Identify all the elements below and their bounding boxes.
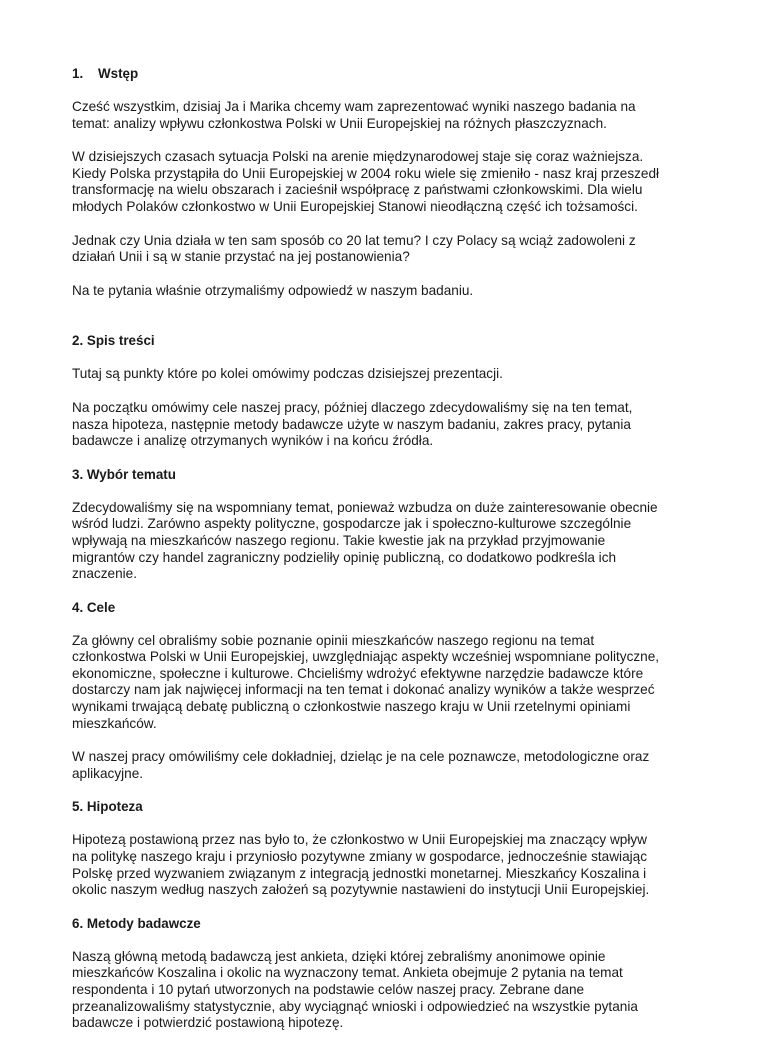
text-line: W dzisiejszych czasach sytuacja Polski na arenie międzynarodowej staje się coraz ważniejsza.: [72, 149, 644, 165]
text-line: ekonomiczne, społeczne i kulturowe. Chcieliśmy wdrożyć efektywne narzędzie badawcze które: [72, 665, 644, 681]
paragraph: [72, 949, 702, 1032]
text-line: temat: analizy wpływu członkostwa Polski w Unii Europejskiej na różnych płaszczyznach.: [72, 115, 607, 131]
text-line: Polskę przed wyzwaniem związanym z integracją jednostki monetarnej. Mieszkańcy Koszalina i: [72, 865, 647, 881]
section-heading-wybor-tematu: 3. Wybór tematu: [72, 466, 176, 482]
text-line: przeanalizowaliśmy statystycznie, aby wyciągnąć wnioski i odpowiedzieć na wszystkie pytania: [72, 998, 638, 1014]
section-heading-cele: 4. Cele: [72, 599, 116, 615]
text-line: respondenta i 10 pytań utworzonych na podstawie celów naszej pracy. Zebrane dane: [72, 982, 585, 997]
text-line: znaczenie.: [72, 566, 137, 582]
text-line: aplikacyjne.: [72, 765, 144, 781]
spacer: [72, 316, 702, 333]
text-line: badawcze i analizę otrzymanych wyników i na końcu źródła.: [72, 433, 434, 449]
text-line: W naszej pracy omówiliśmy cele dokładniej, dzieląc je na cele poznawcze, metodologiczne oraz: [72, 749, 650, 765]
paragraph: [72, 233, 702, 266]
section-heading-hipoteza: 5. Hipoteza: [72, 799, 143, 815]
text-line: Za główny cel obraliśmy sobie poznanie opinii mieszkańców naszego regionu na temat: [72, 632, 595, 648]
text-line: migrantów czy handel zagraniczny podzieliły opinię publiczną, co dodatkowo podkreśla ich: [72, 549, 617, 565]
text-line: Jednak czy Unia działa w ten sam sposób co 20 lat temu? I czy Polacy są wciąż zadowoleni z: [72, 232, 636, 248]
paragraph: [72, 149, 702, 215]
paragraph: [72, 749, 702, 782]
text-line: wśród ludzi. Zarówno aspekty polityczne, gospodarcze jak i społeczno-kulturowe szczególnie: [72, 516, 632, 532]
text-line: Na te pytania właśnie otrzymaliśmy odpowiedź w naszym badaniu.: [72, 282, 474, 298]
paragraph: [72, 832, 702, 898]
paragraph: [72, 99, 702, 132]
document-page: [72, 66, 702, 1049]
section-number: 1.: [72, 66, 84, 81]
text-line: wpływają na mieszkańców naszego regionu. Takie kwestie jak na przykład przyjmowanie: [72, 532, 606, 548]
paragraph: [72, 500, 702, 583]
text-line: Cześć wszystkim, dzisiaj Ja i Marika chcemy wam zaprezentować wyniki naszego badania na: [72, 99, 636, 114]
text-line: Naszą główną metodą badawczą jest ankieta, dzięki której zebraliśmy anonimowe opinie: [72, 948, 606, 964]
text-line: okolic naszym według naszych założeń są pozytywnie nastawieni do instytucji Unii Europejskiej.: [72, 882, 650, 898]
paragraph: [72, 633, 702, 733]
paragraph: [72, 366, 702, 383]
paragraph: [72, 283, 702, 300]
section-title: Wstęp: [98, 66, 139, 81]
text-line: Zdecydowaliśmy się na wspomniany temat, ponieważ wzbudza on duże zainteresowanie obecnie: [72, 499, 658, 515]
text-line: wynikami trwającą debatę publiczną o członkostwie naszego kraju w Unii rzetelnymi opiniami: [72, 699, 631, 715]
section-heading-spis-tresci: 2. Spis treści: [72, 333, 155, 349]
text-line: na politykę naszego kraju i przyniosło pozytywne zmiany w gospodarce, jednocześnie stawiając: [72, 849, 648, 865]
text-line: mieszkańców.: [72, 715, 157, 731]
text-line: Kiedy Polska przystąpiła do Unii Europejskiej w 2004 roku wiele się zmieniło - nasz kraj przeszedł: [72, 165, 660, 181]
text-line: transformację na wielu obszarach i zacieśnił współpracę z państwami członkowskimi. Dla wielu: [72, 182, 643, 198]
text-line: Tutaj są punkty które po kolei omówimy podczas dzisiejszej prezentacji.: [72, 366, 503, 382]
section-heading-metody-badawcze: 6. Metody badawcze: [72, 915, 201, 931]
text-line: młodych Polaków członkostwo w Unii Europejskiej Stanowi nieodłączną część ich tożsamości.: [72, 198, 638, 214]
section-heading-wstep: [72, 66, 702, 82]
text-line: działań Unii i są w stanie przystać na jej postanowienia?: [72, 249, 410, 265]
text-line: mieszkańców Koszalina i okolic na wyznaczony temat. Ankieta obejmuje 2 pytania na temat: [72, 965, 623, 981]
text-line: nasza hipoteza, następnie metody badawcze użyte w naszym badaniu, zakres pracy, pytania: [72, 416, 631, 432]
text-line: członkostwa Polski w Unii Europejskiej, uwzględniając aspekty wcześniej wspomniane polityczne,: [72, 649, 660, 665]
text-line: dostarczy nam jak najwięcej informacji na ten temat i dokonać analizy wyników a także wesprzeć: [72, 682, 655, 698]
text-line: Na początku omówimy cele naszej pracy, później dlaczego zdecydowaliśmy się na ten temat,: [72, 399, 633, 415]
text-line: badawcze i potwierdzić postawioną hipotezę.: [72, 1015, 344, 1031]
text-line: Hipotezą postawioną przez nas było to, że członkostwo w Unii Europejskiej ma znaczący wpływ: [72, 832, 647, 848]
paragraph: [72, 400, 702, 450]
